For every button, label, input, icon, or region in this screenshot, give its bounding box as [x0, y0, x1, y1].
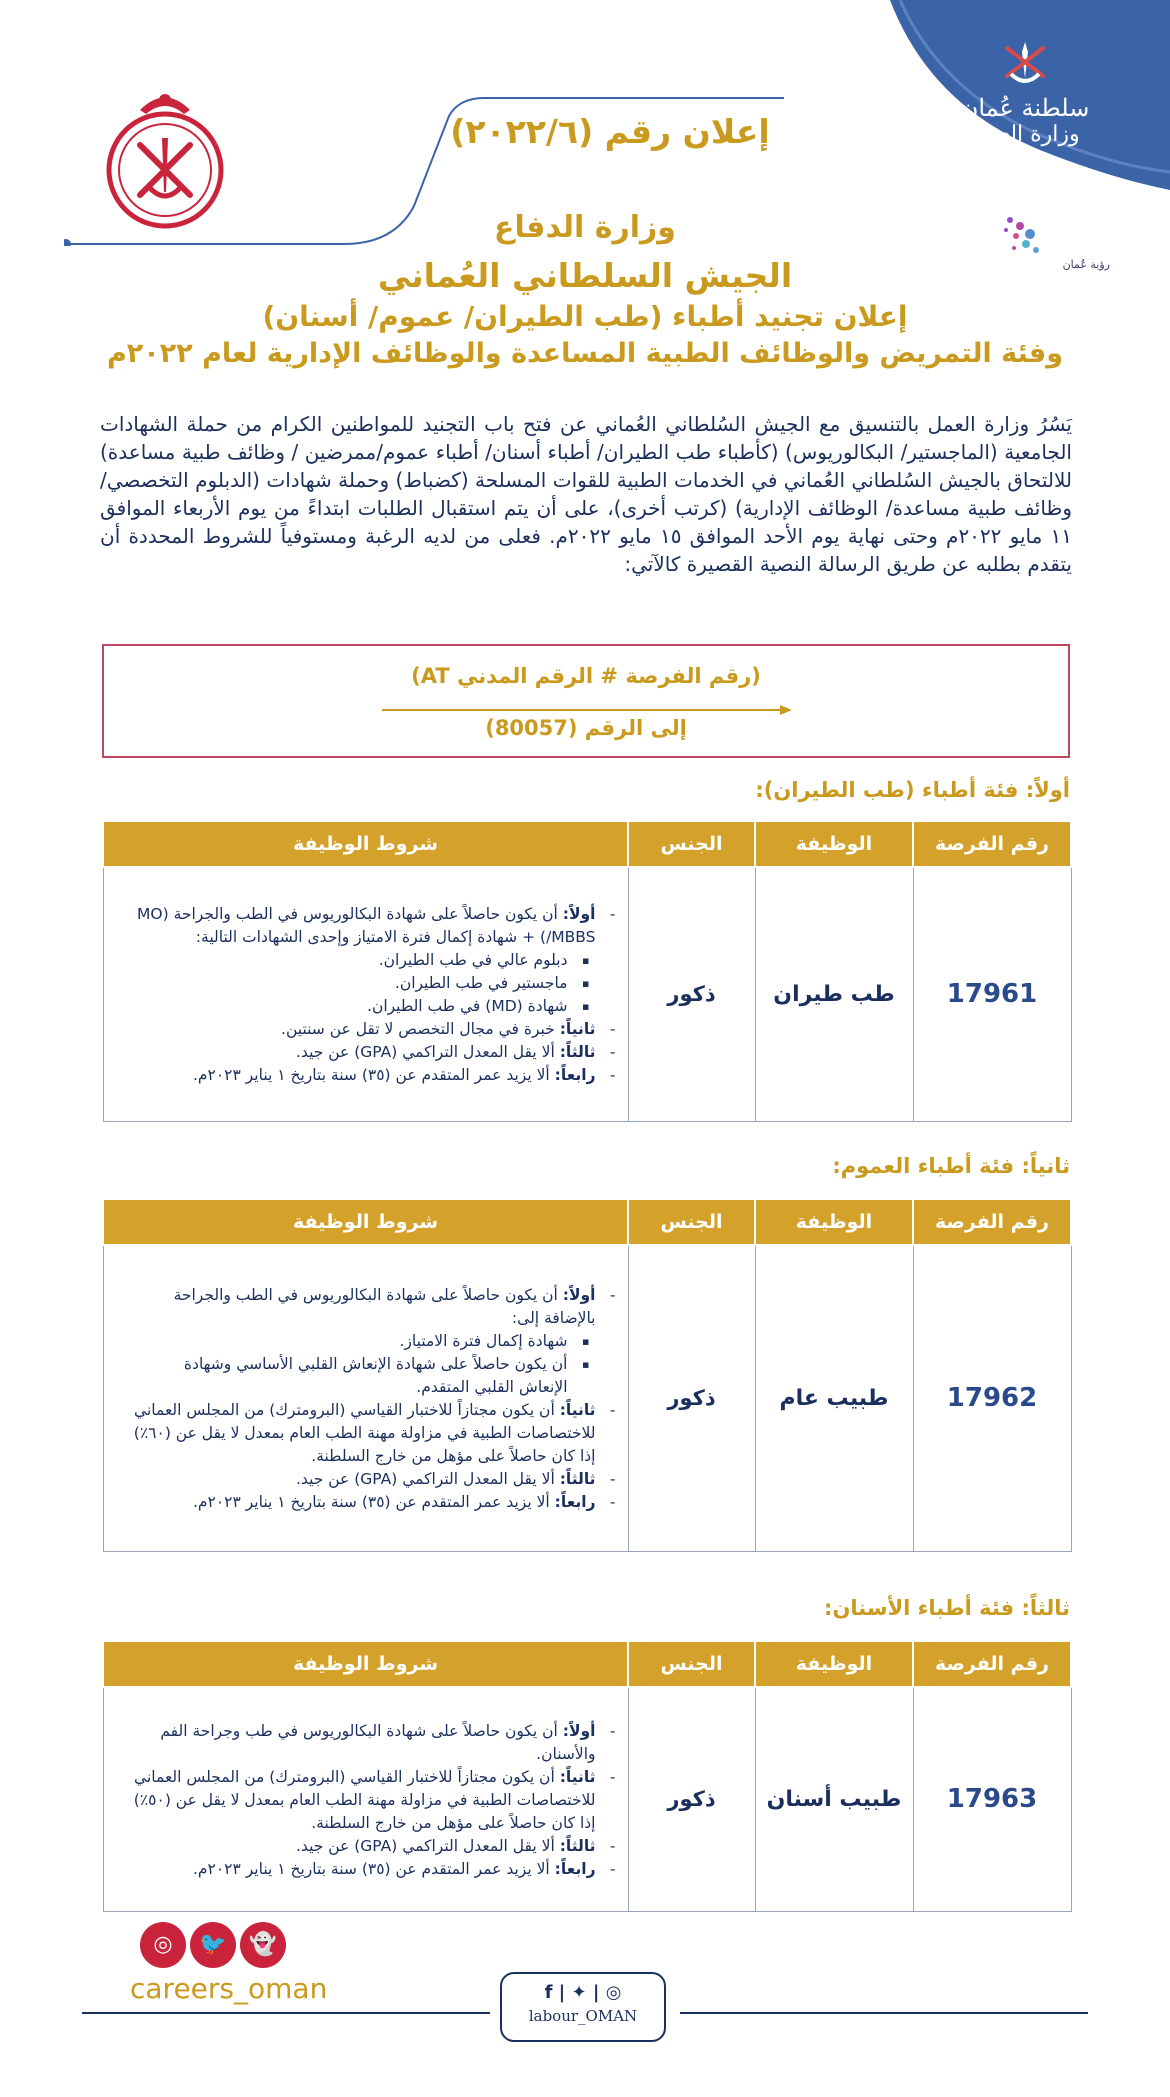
sms-format: (رقم الفرصة # الرقم المدني AT) [411, 664, 761, 688]
condition-text: شهادة إكمال فترة الامتياز. [399, 1332, 568, 1351]
royal-army-emblem [100, 80, 230, 230]
condition-text: ألا يقل المعدل التراكمي (GPA) عن جيد. [296, 1043, 560, 1062]
condition-label: رابعاً: [554, 1493, 596, 1512]
table-row [103, 867, 1071, 1121]
condition-item [132, 1041, 596, 1064]
condition-item [132, 1018, 596, 1041]
condition-label: أولاً: [562, 1721, 596, 1740]
condition-text: أن يكون حاصلاً على شهادة البكالوريوس في الطب والجراحة (MO /MBBS) + شهادة إكمال فترة الامتياز وإحدى الشهادات التالية: [137, 905, 596, 947]
ministry-name-line2: وزارة العمل [970, 122, 1080, 147]
snapchat-icon[interactable]: 👻 [240, 1922, 286, 1968]
job-conditions [103, 1687, 628, 1911]
sms-number: إلى الرقم (80057) [485, 716, 687, 740]
header-gender: الجنس [628, 1200, 755, 1245]
condition-text: أن يكون مجتازاً للاختبار القياسي (البرومترك) من المجلس العماني للاختصاصات الطبية في مزاولة مهنة الطب العام بمعدل لا يقل عن (٥٠٪) إذا كان حاصلاً على مؤهل من خارج السلطنة. [133, 1767, 596, 1832]
labour-handle: labour_OMAN [528, 2007, 638, 2025]
condition-item [132, 1399, 596, 1468]
job-conditions [103, 867, 628, 1121]
ministry-name-line1: سلطنة عُمان [960, 94, 1090, 122]
header-gender: الجنس [628, 1642, 755, 1687]
opportunity-number: 17962 [913, 1245, 1071, 1551]
header-opportunity: رقم الفرصة [913, 1200, 1071, 1245]
condition-item [132, 903, 596, 949]
condition-label: ثانياً: [559, 1767, 596, 1786]
khanjar-icon [997, 38, 1053, 90]
condition-label: أولاً: [562, 1286, 596, 1305]
condition-label: ثانياً: [559, 1401, 596, 1420]
jobs-table-aviation [102, 822, 1072, 1122]
header-job: الوظيفة [755, 1642, 913, 1687]
header-conditions: شروط الوظيفة [103, 822, 628, 867]
condition-label: ثالثاً: [559, 1836, 596, 1855]
condition-text: ألا يزيد عمر المتقدم عن (٣٥) سنة بتاريخ ١ يناير ٢٠٢٣م. [192, 1066, 555, 1085]
condition-text: ألا يزيد عمر المتقدم عن (٣٥) سنة بتاريخ ١ يناير ٢٠٢٣م. [192, 1493, 555, 1512]
condition-item [132, 1766, 596, 1835]
labour-social-badge[interactable] [500, 1972, 666, 2042]
condition-text: شهادة (MD) في طب الطيران. [367, 997, 568, 1016]
oman-vision-label: رؤية عُمان [1062, 258, 1110, 271]
condition-text: دبلوم عالي في طب الطيران. [378, 951, 568, 970]
section-title-dental: ثالثاً: فئة أطباء الأسنان: [824, 1596, 1070, 1620]
condition-item [132, 1835, 596, 1858]
condition-item [132, 972, 596, 995]
footer-line-right [680, 2012, 1088, 2014]
gender-value: ذكور [628, 1687, 755, 1911]
opportunity-number: 17961 [913, 867, 1071, 1121]
footer-line-left [82, 2012, 490, 2014]
ministry-of-labour-logo [960, 38, 1090, 148]
ministry-heading: وزارة الدفاع [494, 210, 676, 245]
condition-text: ألا يزيد عمر المتقدم عن (٣٥) سنة بتاريخ ١ يناير ٢٠٢٣م. [192, 1859, 555, 1878]
jobs-table-general [102, 1200, 1072, 1552]
job-conditions [103, 1245, 628, 1551]
condition-text: أن يكون حاصلاً على شهادة البكالوريوس في طب وجراحة الفم والأسنان. [160, 1721, 596, 1763]
category-heading: وفئة التمريض والوظائف الطبية المساعدة والوظائف الإدارية لعام ٢٠٢٢م [106, 338, 1064, 369]
gender-value: ذكور [628, 1245, 755, 1551]
header-conditions: شروط الوظيفة [103, 1642, 628, 1687]
condition-label: ثالثاً: [559, 1043, 596, 1062]
army-heading: الجيش السلطاني العُماني [377, 256, 793, 295]
job-title: طبيب أسنان [755, 1687, 913, 1911]
table-row [103, 1687, 1071, 1911]
job-title: طب طيران [755, 867, 913, 1121]
condition-label: رابعاً: [554, 1859, 596, 1878]
labour-social-icons: f | ✦ | ◎ [544, 1982, 622, 2003]
condition-label: ثانياً: [559, 1020, 596, 1039]
condition-item [132, 1491, 596, 1514]
table-row [103, 1245, 1071, 1551]
header-opportunity: رقم الفرصة [913, 1642, 1071, 1687]
arrow-right-icon [382, 704, 792, 716]
twitter-icon[interactable]: 🐦 [190, 1922, 236, 1968]
condition-text: ألا يقل المعدل التراكمي (GPA) عن جيد. [296, 1470, 560, 1489]
condition-label: رابعاً: [554, 1066, 596, 1085]
opportunity-number: 17963 [913, 1687, 1071, 1911]
condition-text: أن يكون مجتازاً للاختبار القياسي (البرومترك) من المجلس العماني للاختصاصات الطبية في مزاولة مهنة الطب العام بمعدل لا يقل عن (٦٠٪) إذا كان حاصلاً على مؤهل من خارج السلطنة. [133, 1401, 596, 1466]
condition-text: أن يكون حاصلاً على شهادة البكالوريوس في الطب والجراحة بالإضافة إلى: [173, 1286, 596, 1328]
recruitment-heading: إعلان تجنيد أطباء (طب الطيران/ عموم/ أسنان) [262, 300, 908, 333]
condition-item [132, 949, 596, 972]
header-corner-shape [740, 0, 1170, 200]
condition-label: أولاً: [562, 905, 596, 924]
announcement-title: إعلان رقم (٢٠٢٢/٦) [450, 112, 770, 151]
social-icons [140, 1922, 320, 1978]
careers-handle[interactable]: careers_oman [130, 1972, 328, 2005]
condition-text: أن يكون حاصلاً على شهادة الإنعاش القلبي الأساسي وشهادة الإنعاش القلبي المتقدم. [183, 1355, 568, 1397]
header-gender: الجنس [628, 822, 755, 867]
instagram-icon[interactable]: ◎ [140, 1922, 186, 1968]
job-title: طبيب عام [755, 1245, 913, 1551]
sms-instructions-box [102, 644, 1070, 758]
intro-paragraph: يَسُرُ وزارة العمل بالتنسيق مع الجيش السُلطاني العُماني عن فتح باب التجنيد للمواطنين الكرام من حملة الشهادات الجامعية (الماجستير/ البكالوريوس) (كأطباء طب الطيران/ أطباء أسنان/ أطباء عموم/ممرضين / وظائف طبية مساعدة) للالتحاق بالجيش السُلطاني العُماني في الخدمات الطبية للقوات المسلحة (كضباط) وحملة شهادات (الدبلوم التخصصي/ وظائف طبية مساعدة/ الوظائف الإدارية) (كرتب أخرى)، على أن يتم استقبال الطلبات ابتداءً من يوم الأربعاء الموافق ١١ مايو ٢٠٢٢م وحتى نهاية يوم الأحد الموافق ١٥ مايو ٢٠٢٢م. فعلى من لديه الرغبة ومستوفياً للشروط المحددة أن يتقدم بطلبه عن طريق الرسالة النصية القصيرة كالآتي: [100, 412, 1073, 576]
header-opportunity: رقم الفرصة [913, 822, 1071, 867]
condition-item [132, 995, 596, 1018]
condition-item [132, 1720, 596, 1766]
condition-item [132, 1064, 596, 1087]
jobs-table-dental [102, 1642, 1072, 1912]
header-job: الوظيفة [755, 1200, 913, 1245]
gender-value: ذكور [628, 867, 755, 1121]
section-title-aviation: أولاً: فئة أطباء (طب الطيران): [755, 778, 1070, 802]
condition-item [132, 1858, 596, 1881]
condition-text: ألا يقل المعدل التراكمي (GPA) عن جيد. [296, 1836, 560, 1855]
header-conditions: شروط الوظيفة [103, 1200, 628, 1245]
condition-item [132, 1284, 596, 1330]
condition-label: ثالثاً: [559, 1470, 596, 1489]
section-title-general: ثانياً: فئة أطباء العموم: [832, 1154, 1070, 1178]
condition-text: ماجستير في طب الطيران. [394, 974, 568, 993]
condition-item [132, 1468, 596, 1491]
condition-item [132, 1330, 596, 1353]
header-job: الوظيفة [755, 822, 913, 867]
condition-item [132, 1353, 596, 1399]
condition-text: خبرة في مجال التخصص لا تقل عن سنتين. [281, 1020, 560, 1039]
